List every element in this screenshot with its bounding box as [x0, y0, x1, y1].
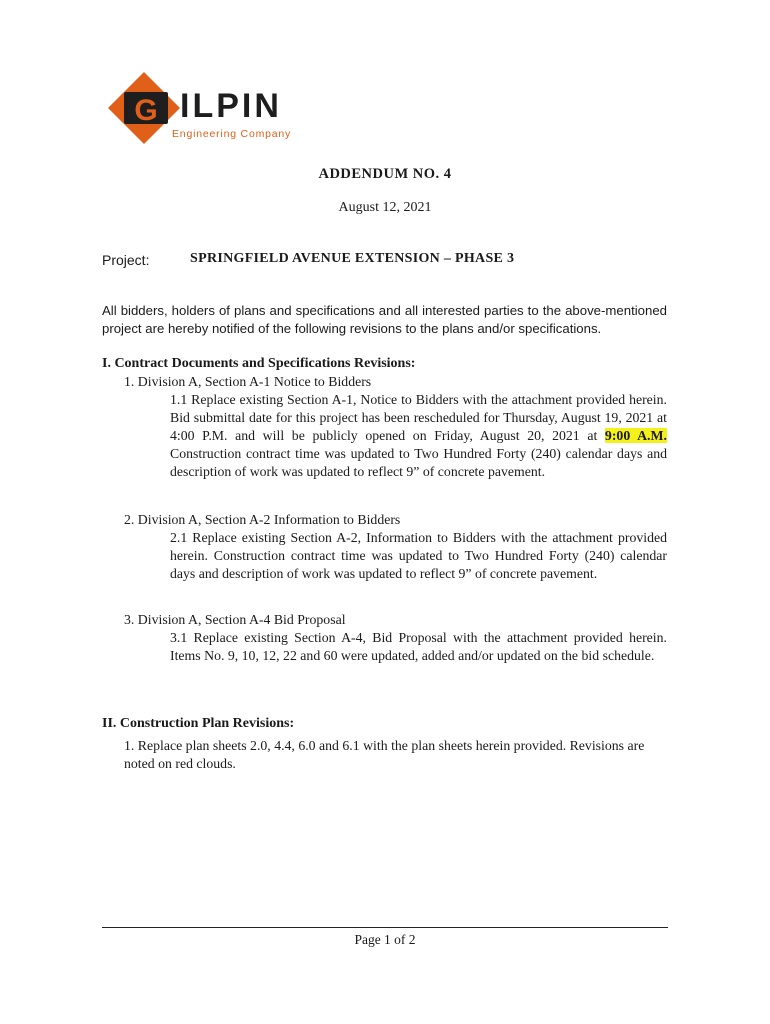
project-label: Project:: [102, 252, 150, 268]
section-1-item-3-detail: 3.1 Replace existing Section A-4, Bid Proposal with the attachment provided herein. Items No. 9, 10, 12, 22 and 60 were updated, added and/or updated on the bid schedule.: [170, 630, 667, 663]
logo-wordmark: ILPIN: [180, 87, 282, 125]
page-number: Page 1 of 2: [354, 932, 416, 947]
logo-letter: G: [134, 94, 158, 127]
section-1-item-1-title: 1. Division A, Section A-1 Notice to Bidders: [124, 374, 372, 389]
addendum-title: ADDENDUM NO. 4: [318, 166, 452, 182]
intro-paragraph: All bidders, holders of plans and specifications and all interested parties to the above-mentioned project are hereby notified of the following revisions to the plans and/or specifications.: [102, 303, 667, 336]
section-1-item-1-detail: [170, 391, 667, 481]
section-1-heading: I. Contract Documents and Specifications Revisions:: [102, 356, 416, 371]
highlighted-time: 9:00 A.M.: [604, 428, 667, 443]
item-1-detail-text-end: Construction contract time was updated to Two Hundred Forty (240) calendar days and description of work was updated to reflect 9” of concrete pavement.: [170, 446, 667, 479]
addendum-date: August 12, 2021: [338, 200, 432, 215]
footer-divider: [102, 927, 668, 928]
item-1-detail-text: 1.1 Replace existing Section A-1, Notice to Bidders with the attachment provided herein. Bid submittal date for this project has been rescheduled for Thursday, August 19, 2021 at 4:00 P.M. and will be publicly opened on Friday, August 20, 2021 at: [170, 392, 667, 443]
section-2-heading: II. Construction Plan Revisions:: [102, 716, 295, 731]
section-1-item-3-title: 3. Division A, Section A-4 Bid Proposal: [124, 612, 346, 627]
project-name: SPRINGFIELD AVENUE EXTENSION – PHASE 3: [190, 251, 515, 266]
section-2-item-1: 1. Replace plan sheets 2.0, 4.4, 6.0 and 6.1 with the plan sheets herein provided. Revisions are noted on red clouds.: [124, 738, 645, 771]
logo-subtitle: Engineering Company: [172, 128, 292, 140]
section-1-item-2-title: 2. Division A, Section A-2 Information to Bidders: [124, 512, 401, 527]
section-1-item-2-detail: 2.1 Replace existing Section A-2, Information to Bidders with the attachment provided herein. Construction contract time was updated to Two Hundred Forty (240) calendar days and description of work was updated to reflect 9” of concrete pavement.: [170, 530, 667, 581]
